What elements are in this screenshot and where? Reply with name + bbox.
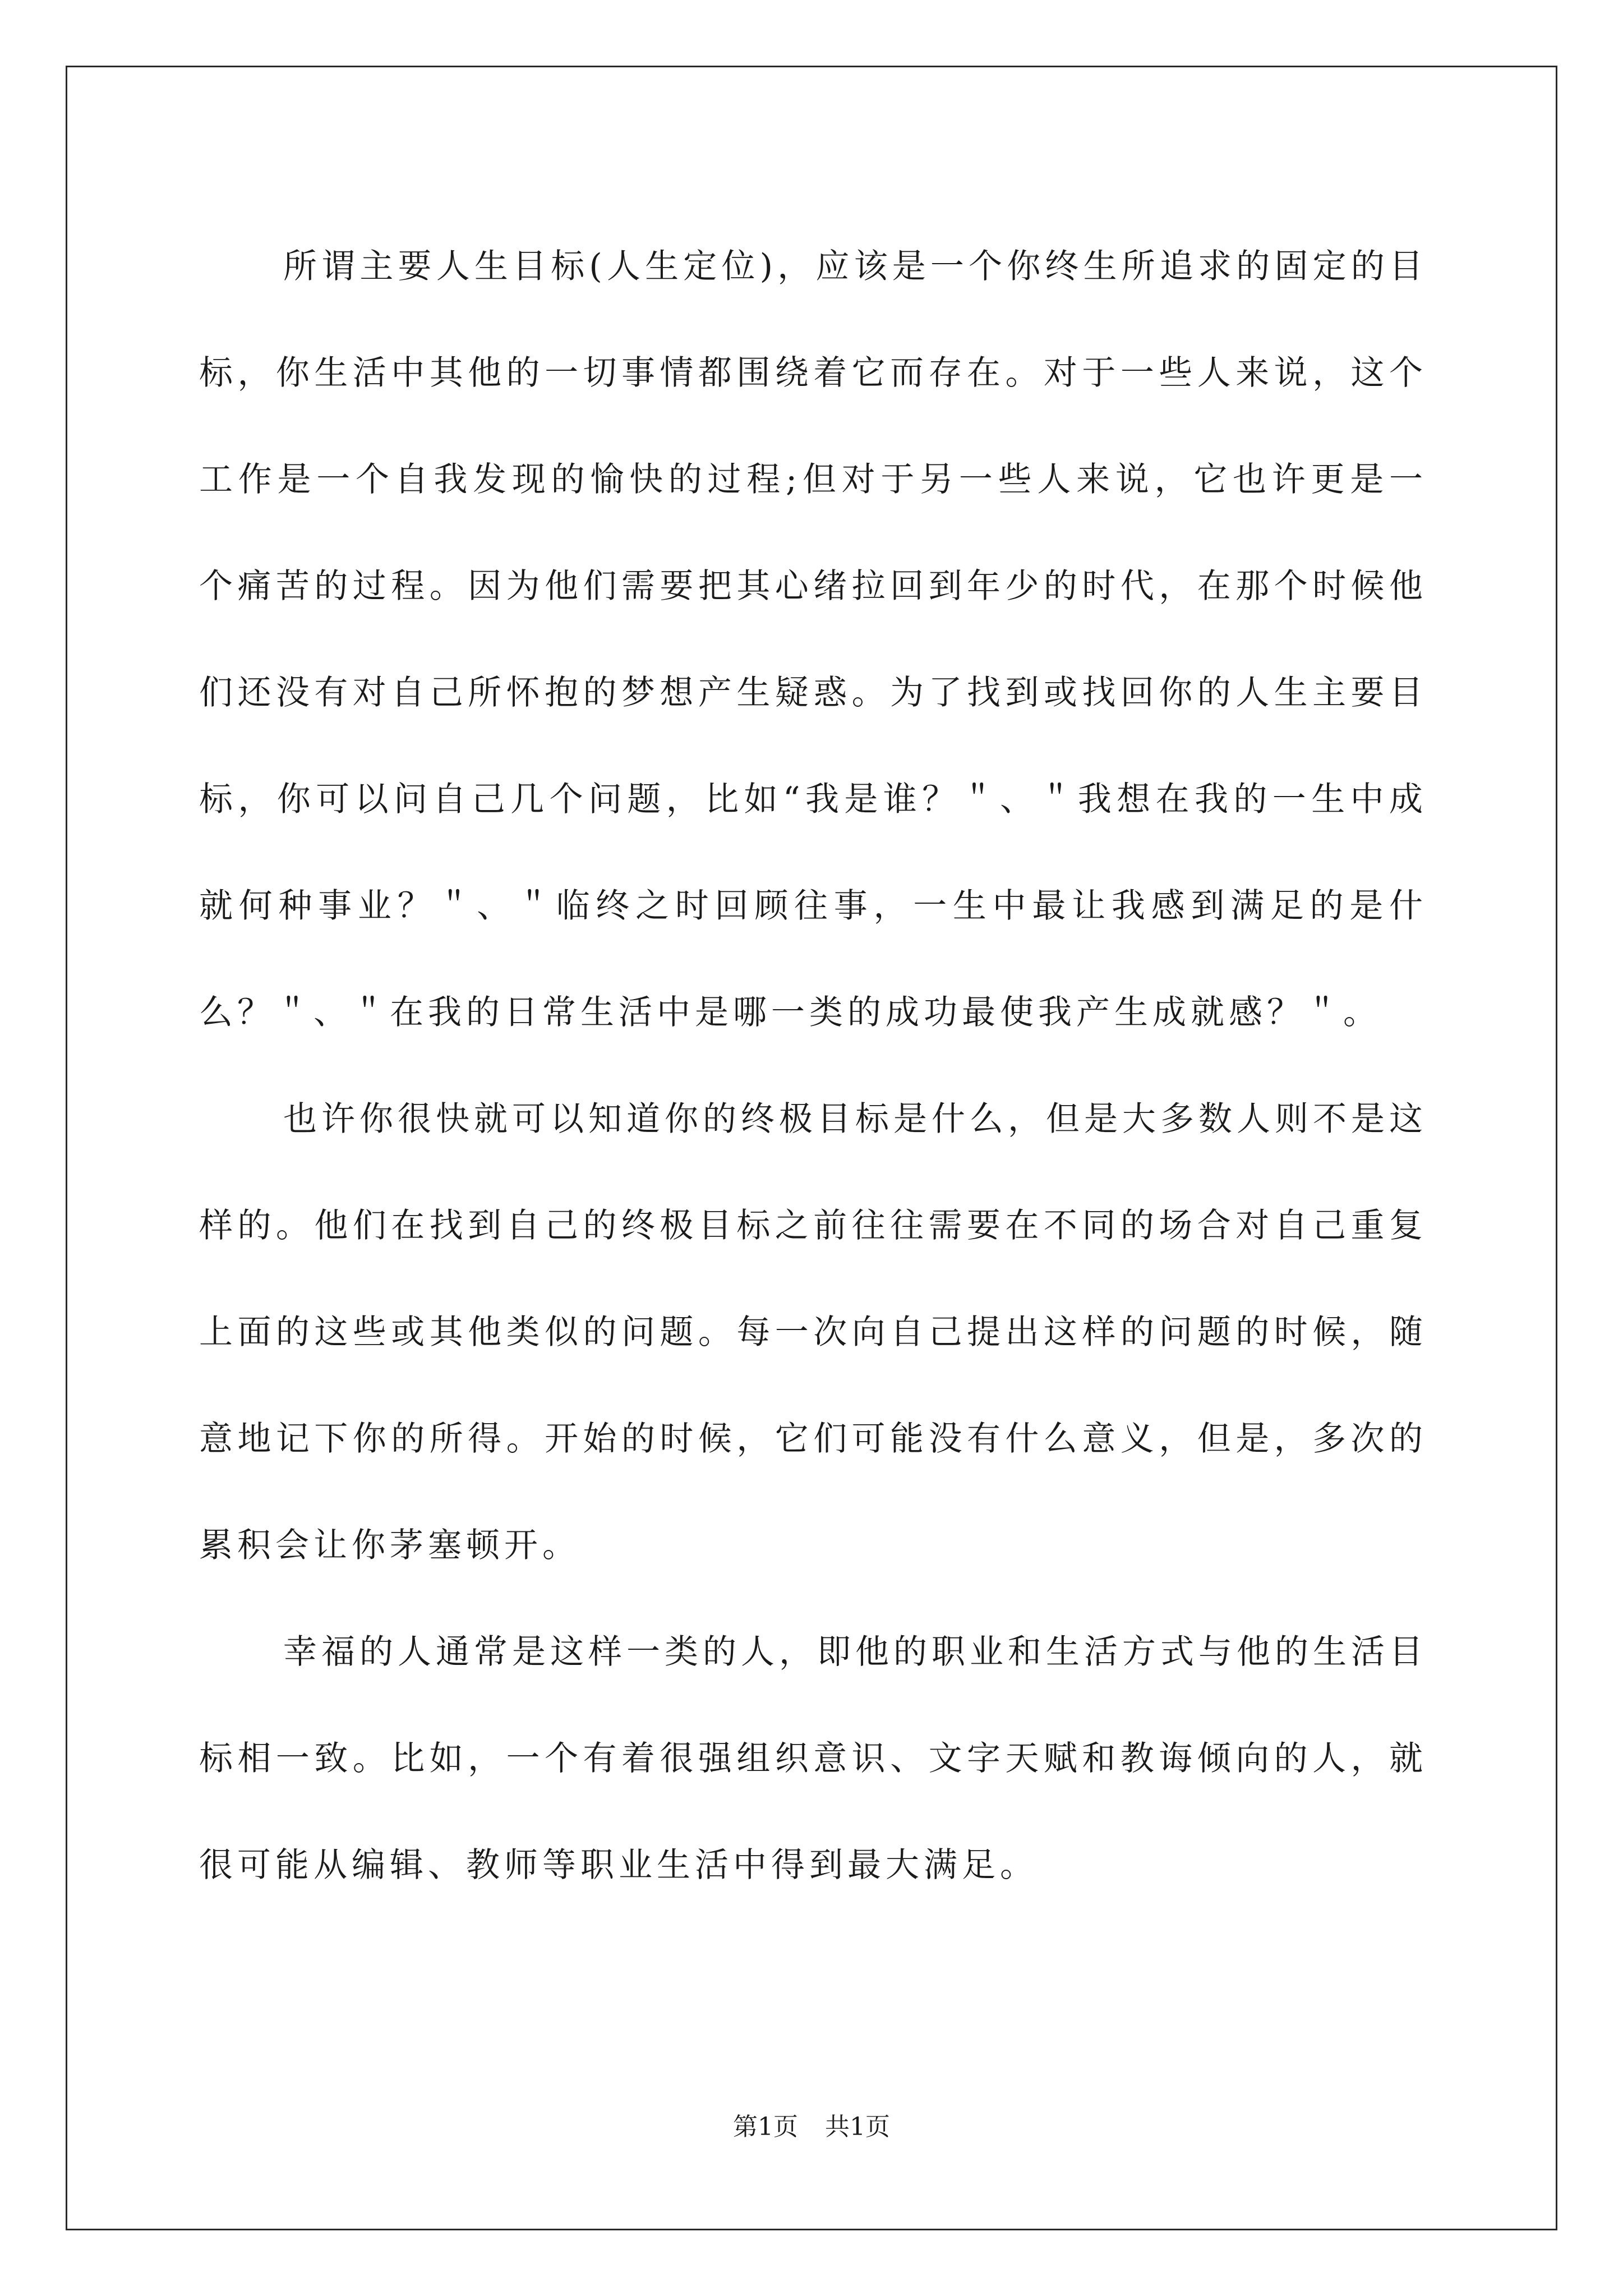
paragraph-1: 所谓主要人生目标(人生定位)，应该是一个你终生所追求的固定的目标，你生活中其他的一切事情都围绕着它而存在。对于一些人来说，这个工作是一个自我发现的愉快的过程;但对于另一些人来说，它也许更是一个痛苦的过程。因为他们需要把其心绪拉回到年少的时代，在那个时候他们还没有对自己所怀抱的梦想产生疑惑。为了找到或找回你的人生主要目标，你可以问自己几个问题，比如“我是谁？＂、＂我想在我的一生中成就何种事业？＂、＂临终之时回顾往事，一生中最让我感到满足的是什么？＂、＂在我的日常生活中是哪一类的成功最使我产生成就感？＂。 (199, 247, 1427, 1032)
paragraph-2: 也许你很快就可以知道你的终极目标是什么，但是大多数人则不是这样的。他们在找到自己的终极目标之前往往需要在不同的场合对自己重复上面的这些或其他类似的问题。每一次向自己提出这样的问题的时候，随意地记下你的所得。开始的时候，它们可能没有什么意义，但是，多次的累积会让你茅塞顿开。 (199, 1099, 1427, 1565)
page-number: 第1页 (733, 2113, 798, 2141)
page-total: 共1页 (825, 2113, 890, 2141)
page-footer (0, 2110, 1623, 2144)
paragraph-3: 幸福的人通常是这样一类的人，即他的职业和生活方式与他的生活目标相一致。比如，一个有着很强组织意识、文字天赋和教诲倾向的人，就很可能从编辑、教师等职业生活中得到最大满足。 (199, 1632, 1427, 1885)
document-body (199, 213, 1427, 1918)
